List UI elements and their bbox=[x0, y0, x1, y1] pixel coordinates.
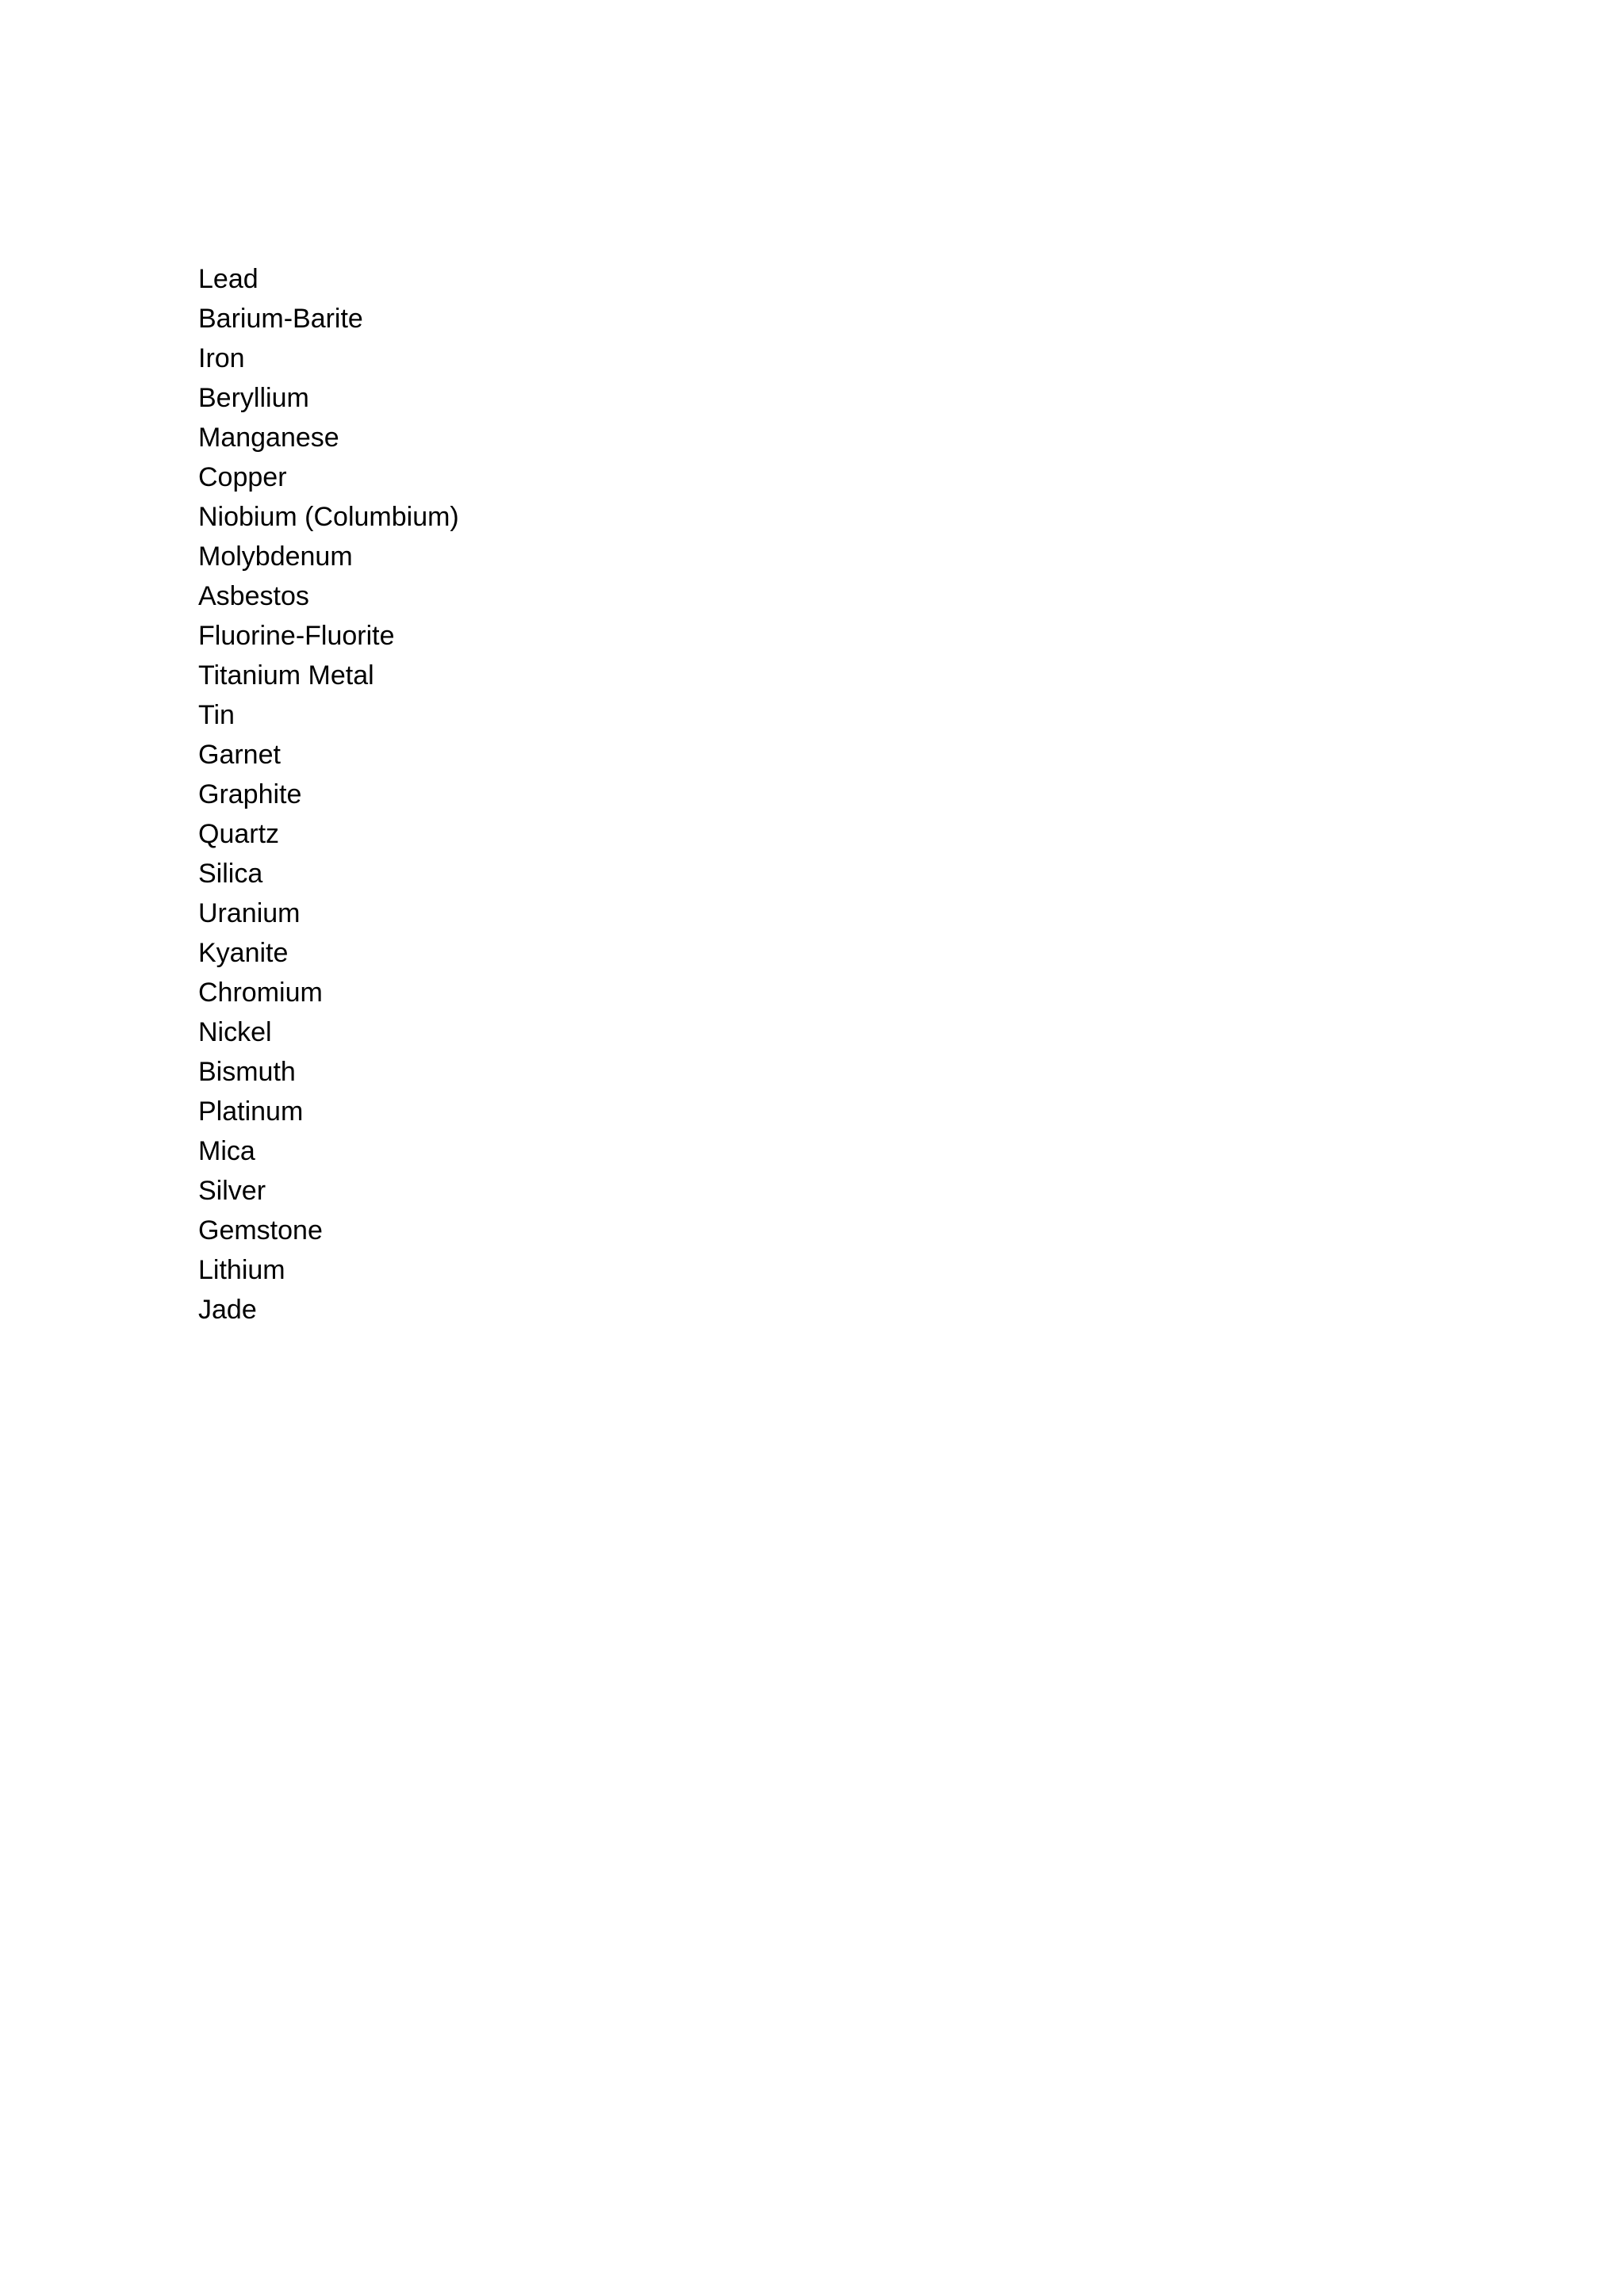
list-item: Molybdenum bbox=[198, 541, 353, 572]
mineral-list bbox=[198, 259, 459, 1330]
list-item: Kyanite bbox=[198, 938, 289, 968]
list-item: Barium-Barite bbox=[198, 304, 363, 334]
list-item: Chromium bbox=[198, 978, 323, 1008]
list-item: Manganese bbox=[198, 423, 339, 453]
list-item: Lithium bbox=[198, 1255, 285, 1285]
list-item: Quartz bbox=[198, 819, 280, 849]
list-item: Niobium (Columbium) bbox=[198, 502, 459, 532]
list-item: Asbestos bbox=[198, 581, 309, 611]
list-item: Beryllium bbox=[198, 383, 309, 413]
list-item: Platinum bbox=[198, 1096, 304, 1127]
list-item: Graphite bbox=[198, 779, 302, 809]
list-item: Mica bbox=[198, 1136, 255, 1166]
list-item: Gemstone bbox=[198, 1215, 323, 1246]
list-item: Garnet bbox=[198, 740, 281, 770]
list-item: Titanium Metal bbox=[198, 660, 374, 691]
list-item: Iron bbox=[198, 343, 245, 373]
list-item: Silica bbox=[198, 859, 263, 889]
list-item: Uranium bbox=[198, 898, 301, 928]
list-item: Lead bbox=[198, 264, 259, 294]
list-item: Jade bbox=[198, 1295, 257, 1325]
list-item: Nickel bbox=[198, 1017, 272, 1047]
list-item: Fluorine-Fluorite bbox=[198, 621, 395, 651]
list-item: Tin bbox=[198, 700, 235, 730]
list-item: Bismuth bbox=[198, 1057, 296, 1087]
list-item: Copper bbox=[198, 462, 287, 492]
list-item: Silver bbox=[198, 1176, 266, 1206]
